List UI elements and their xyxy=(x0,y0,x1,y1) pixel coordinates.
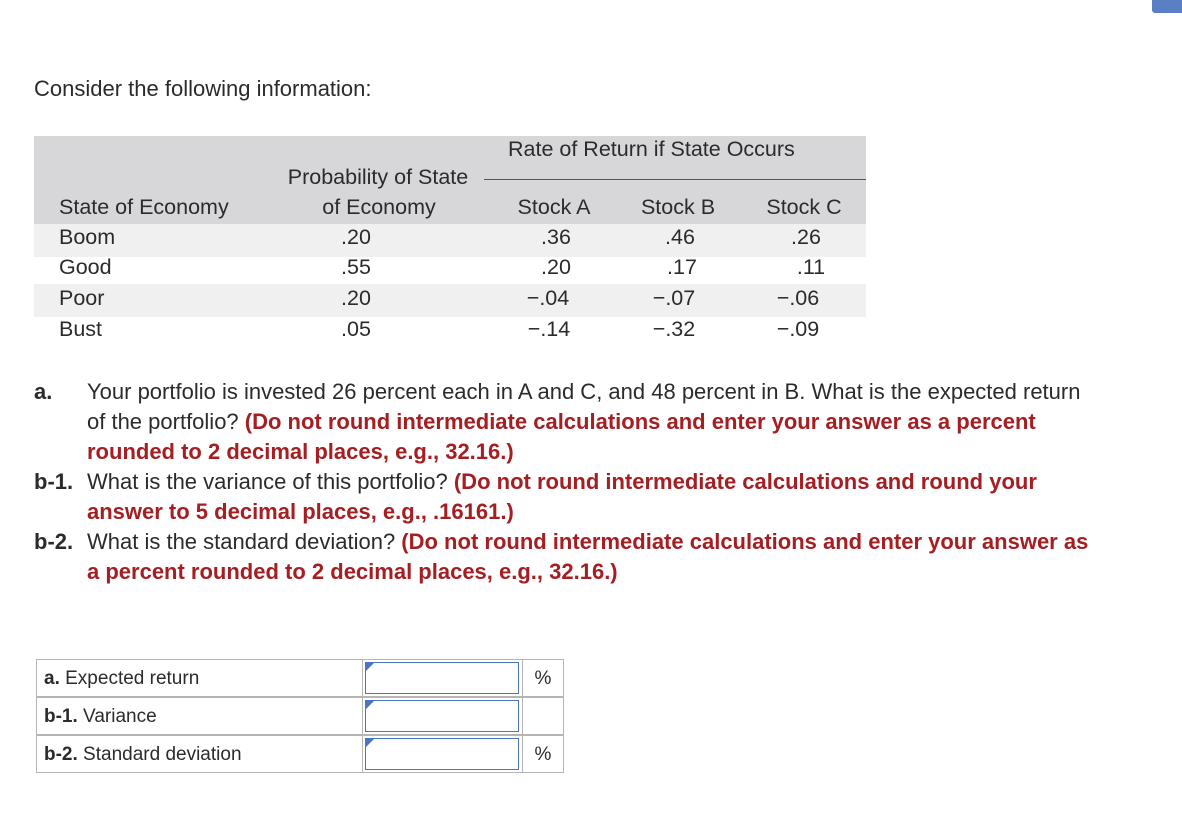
answer-row-expected-return xyxy=(36,659,564,697)
group-header: Rate of Return if State Occurs xyxy=(508,137,795,161)
cell-state: Boom xyxy=(59,225,116,249)
returns-table xyxy=(34,136,866,348)
corner-tab[interactable] xyxy=(1152,0,1182,13)
col-header-prob-line2: of Economy xyxy=(322,195,436,219)
cell-state: Bust xyxy=(59,317,103,341)
question-b2 xyxy=(34,527,1094,587)
question-b1 xyxy=(34,467,1094,527)
cell-stock-c: .11 xyxy=(796,255,826,279)
cell-stock-b: .17 xyxy=(667,255,697,279)
cell-stock-b: −.07 xyxy=(652,286,696,310)
answer-label-text: Variance xyxy=(77,706,157,727)
col-header-stock-b: Stock B xyxy=(640,195,716,219)
table-row-band xyxy=(34,284,866,317)
answer-row-variance xyxy=(36,697,564,735)
answer-table xyxy=(36,659,564,776)
input-flag-icon xyxy=(365,700,375,710)
cell-stock-b: .46 xyxy=(665,225,695,249)
question-b1-label: b-1. xyxy=(34,469,74,494)
answer-label-text: Standard deviation xyxy=(77,744,242,765)
answer-input-cell xyxy=(362,735,522,773)
answer-label xyxy=(36,659,362,697)
question-a-label: a. xyxy=(34,379,53,404)
question-b1-note: (Do not round intermediate calculations and round your answer to 5 decimal places, e.g., .16161.) xyxy=(87,469,1037,524)
unit-label: % xyxy=(522,659,564,697)
unit-label xyxy=(522,697,564,735)
question-b2-label: b-2. xyxy=(34,529,74,554)
expected-return-input[interactable] xyxy=(365,662,519,694)
question-b1-text: What is the variance of this portfolio? xyxy=(87,469,454,494)
question-b2-note: (Do not round intermediate calculations and enter your answer as a percent rounded to 2 decimal places, e.g., 32.16.) xyxy=(87,529,1089,584)
answer-input-cell xyxy=(362,659,522,697)
input-flag-icon xyxy=(365,662,375,672)
answer-prefix: a. xyxy=(44,668,60,689)
cell-stock-a: .20 xyxy=(541,255,571,279)
intro-text: Consider the following information: xyxy=(34,76,372,101)
cell-prob: .55 xyxy=(341,255,371,279)
cell-state: Good xyxy=(59,255,112,279)
input-flag-icon xyxy=(365,738,375,748)
cell-state: Poor xyxy=(59,286,105,310)
answer-input-cell xyxy=(362,697,522,735)
header-rule xyxy=(489,179,866,180)
question-b2-text: What is the standard deviation? xyxy=(87,529,402,554)
col-header-stock-c: Stock C xyxy=(766,195,842,219)
variance-input[interactable] xyxy=(365,700,519,732)
answer-prefix: b-2. xyxy=(44,744,78,765)
question-a-note: (Do not round intermediate calculations and enter your answer as a percent rounded to 2 decimal places, e.g., 32.16.) xyxy=(87,409,1036,464)
cell-prob: .05 xyxy=(341,317,371,341)
cell-stock-c: −.09 xyxy=(776,317,820,341)
col-header-state: State of Economy xyxy=(59,195,229,219)
cell-stock-a: −.14 xyxy=(527,317,571,341)
answer-prefix: b-1. xyxy=(44,706,78,727)
standard-deviation-input[interactable] xyxy=(365,738,519,770)
answer-row-standard-deviation xyxy=(36,735,564,773)
col-header-stock-a: Stock A xyxy=(517,195,591,219)
unit-label: % xyxy=(522,735,564,773)
cell-prob: .20 xyxy=(341,225,371,249)
cell-stock-c: .26 xyxy=(791,225,821,249)
cell-prob: .20 xyxy=(341,286,371,310)
answer-label-text: Expected return xyxy=(59,668,200,689)
table-row-band xyxy=(34,224,866,257)
cell-stock-b: −.32 xyxy=(652,317,696,341)
col-header-prob-line1: Probability of State xyxy=(287,165,469,189)
cell-stock-c: −.06 xyxy=(776,286,820,310)
cell-stock-a: −.04 xyxy=(526,286,570,310)
question-a-text: Your portfolio is invested 26 percent each in A and C, and 48 percent in B. What is the expected return of the portfolio? xyxy=(87,379,1081,434)
answer-label xyxy=(36,735,362,773)
cell-stock-a: .36 xyxy=(541,225,571,249)
question-a xyxy=(34,377,1094,467)
answer-label xyxy=(36,697,362,735)
